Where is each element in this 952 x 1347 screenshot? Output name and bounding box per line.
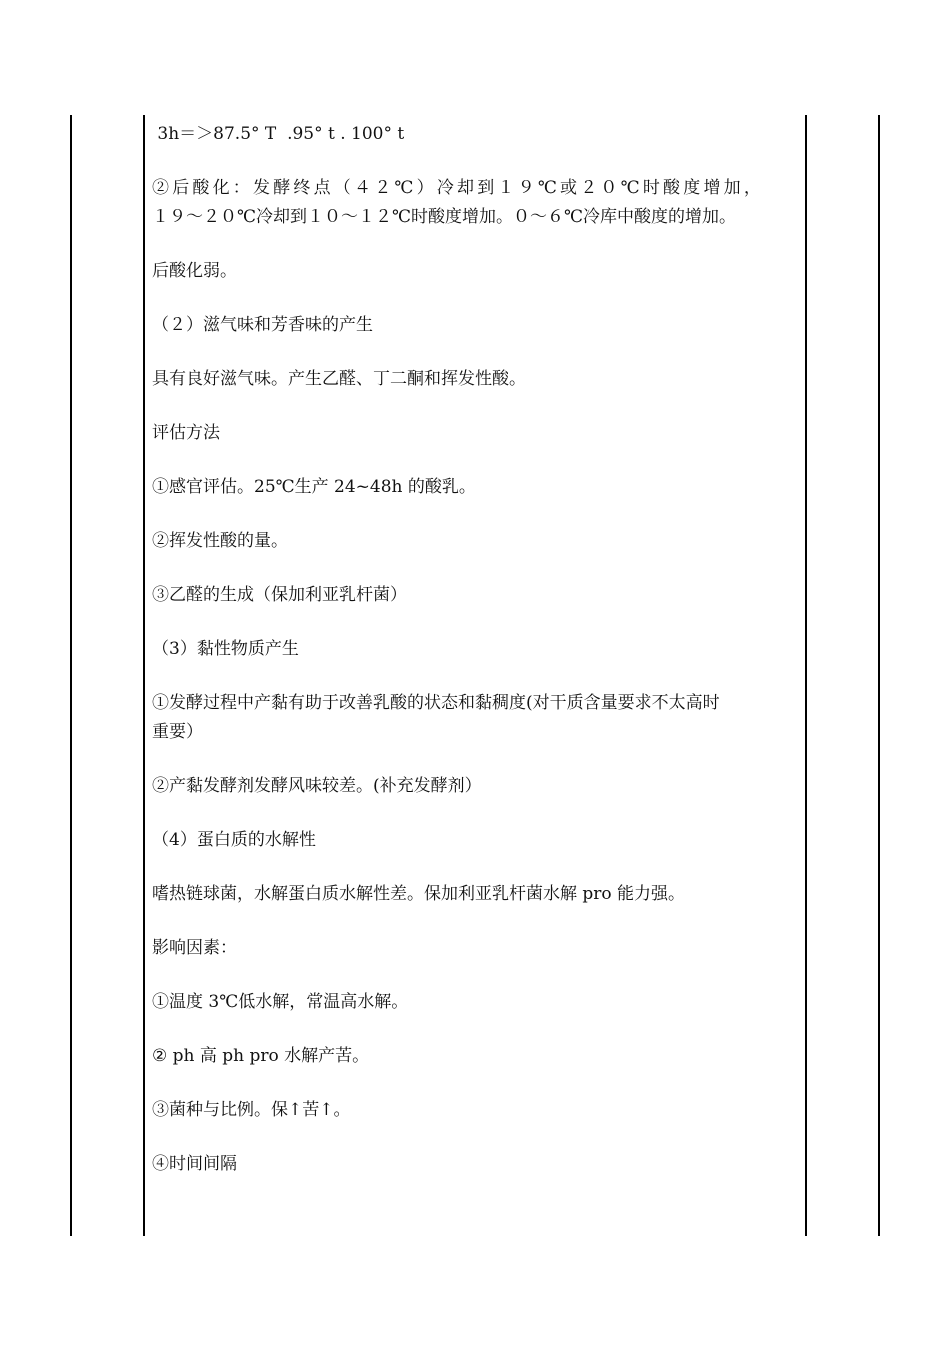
table-border-inner-left	[143, 115, 145, 1236]
factor-item-time-interval: ④时间间隔	[152, 1154, 237, 1174]
factor-item-ph: ② ph 高 ph pro 水解产苦。	[152, 1046, 370, 1066]
influencing-factors-heading: 影响因素：	[152, 938, 237, 958]
section-heading-flavor: （２）滋气味和芳香味的产生	[152, 315, 373, 335]
viscosity-item-1: ①发酵过程中产黏有助于改善乳酸的状态和黏稠度(对干质含量要求不太高时	[152, 693, 720, 713]
post-acidification-paragraph: ②后酸化：发酵终点（４２℃）冷却到１９℃或２０℃时酸度增加，	[152, 178, 765, 198]
factor-item-strain-ratio: ③菌种与比例。保↑苦↑。	[152, 1100, 351, 1120]
evaluation-method-heading: 评估方法	[152, 423, 220, 443]
viscosity-item-1-continued: 重要）	[152, 722, 203, 742]
evaluation-item-sensory: ①感官评估。25℃生产 24~48h 的酸乳。	[152, 477, 476, 497]
document-body	[152, 120, 800, 1179]
table-border-inner-right	[805, 115, 807, 1236]
weak-post-acidification-text: 后酸化弱。	[152, 261, 237, 281]
flavor-description-text: 具有良好滋气味。产生乙醛、丁二酮和挥发性酸。	[152, 369, 526, 389]
evaluation-item-acetaldehyde: ③乙醛的生成（保加利亚乳杆菌）	[152, 585, 407, 605]
factor-item-temperature: ①温度 3℃低水解，常温高水解。	[152, 992, 409, 1012]
hydrolysis-description-text: 嗜热链球菌，水解蛋白质水解性差。保加利亚乳杆菌水解 pro 能力强。	[152, 884, 686, 904]
section-heading-protein-hydrolysis: （4）蛋白质的水解性	[152, 830, 316, 850]
temperature-formula-line: 3h＝＞87.5° T .95° t . 100° t	[152, 124, 405, 144]
section-heading-viscous-substance: （3）黏性物质产生	[152, 639, 299, 659]
table-border-outer-right	[878, 115, 880, 1236]
post-acidification-paragraph-continued: １９～２０℃冷却到１０～１２℃时酸度增加。０～６℃冷库中酸度的增加。	[152, 207, 737, 227]
viscosity-item-2: ②产黏发酵剂发酵风味较差。(补充发酵剂）	[152, 776, 482, 796]
evaluation-item-volatile-acid: ②挥发性酸的量。	[152, 531, 288, 551]
table-border-outer-left	[70, 115, 72, 1236]
